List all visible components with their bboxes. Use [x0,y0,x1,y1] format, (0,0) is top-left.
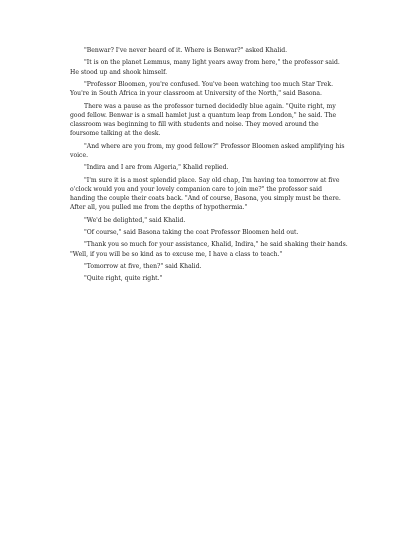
paragraph: "Of course," said Basona taking the coat Professor Bloomen held out. [84,228,299,236]
body-text [70,46,348,287]
paragraph: "Indira and I are from Algeria," Khalid replied. [84,164,229,172]
paragraph: "And where are you from, my good fellow?" Professor Bloomen asked amplifying his voice. [70,142,345,159]
paragraph: "Tomorrow at five, then?" said Khalid. [84,262,202,270]
paragraph: "Thank you so much for your assistance, Khalid, Indira," he said shaking their hands. "Well, if you will be so kind as to excuse me, I have a class to teach." [70,241,348,258]
paragraph: "It is on the planet Lemmus, many light years away from here," the professor said. He stood up and shook himself. [70,59,340,76]
paragraph: "Quite right, quite right." [84,275,163,283]
paragraph: There was a pause as the professor turned decidedly blue again. "Quite right, my good fellow. Benwar is a small hamlet just a quantum leap from London," he said. The classroom was beginning to fill with students and noise. They moved around the foursome talking at the desk. [70,102,337,138]
paragraph: "I'm sure it is a most splendid place. Say old chap, I'm having tea tomorrow at five o'clock would you and your lovely companion care to join me?" the professor said handing the couple their coats back. "And of course, Basona, you simply must be there. After all, you pulled me from the depths of hypothermia." [70,176,341,212]
paragraph: "Professor Bloomen, you're confused. You've been watching too much Star Trek. You're in South Africa in your classroom at University of the North," said Basona. [70,80,334,98]
paragraph: "Benwar? I've never heard of it. Where is Benwar?" asked Khalid. [84,47,288,54]
paragraph: "We'd be delighted," said Khalid. [84,216,186,224]
